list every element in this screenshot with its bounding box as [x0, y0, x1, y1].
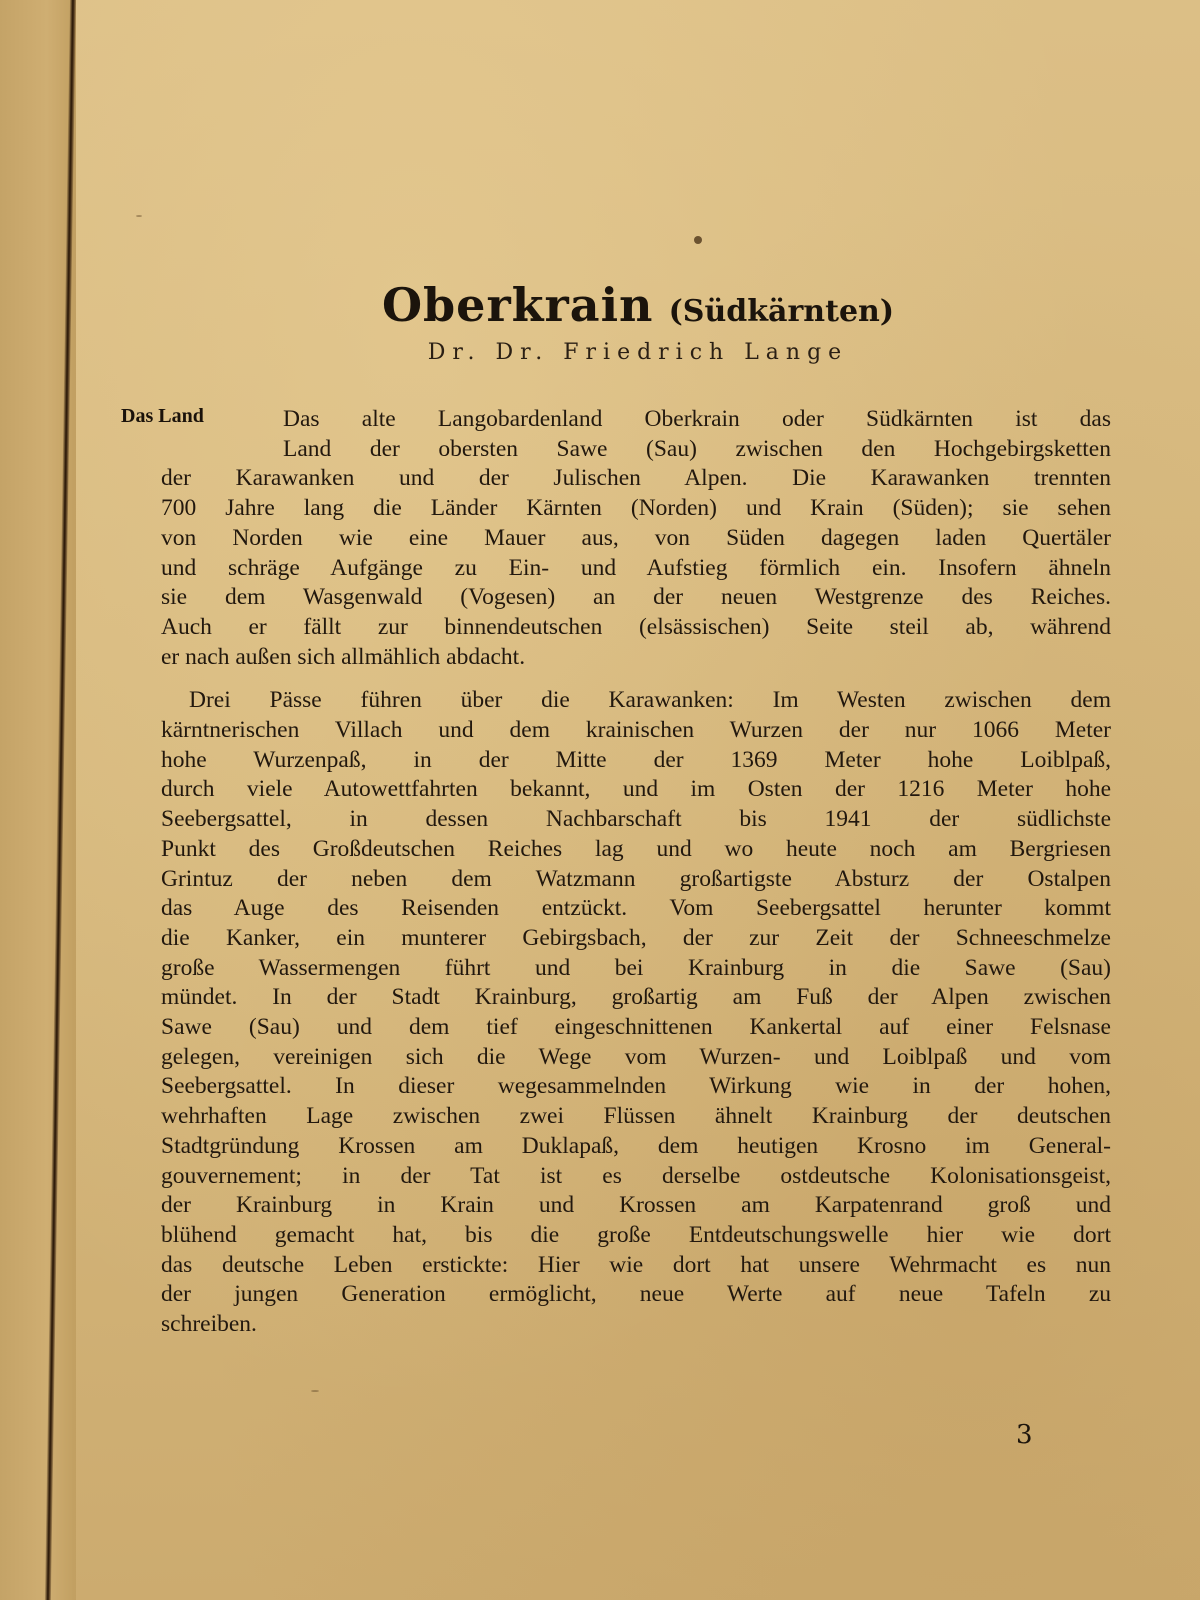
paper-speck: [136, 215, 142, 217]
section-marginal-heading: Das Land: [121, 405, 204, 427]
paper-speck: [311, 1390, 319, 1392]
text-line: von Norden wie eine Mauer aus, von Süden dagegen laden Quertäler: [161, 524, 1111, 551]
text-line: Das alte Langobardenland Oberkrain oder Südkärnten ist das: [283, 406, 1111, 432]
text-line: die Kanker, ein munterer Gebirgsbach, der zur Zeit der Schneeschmelze: [161, 924, 1111, 951]
paper-speck: [694, 236, 702, 244]
body-text: [161, 405, 1111, 1340]
author-line: Dr. Dr. Friedrich Lange: [427, 340, 849, 365]
text-line: blühend gemacht hat, bis die große Entdeutschungswelle hier wie dort: [161, 1221, 1111, 1248]
paragraph-1: [161, 405, 1111, 672]
text-line: große Wassermengen führt und bei Krainburg in die Sawe (Sau): [161, 954, 1111, 981]
text-line: das deutsche Leben erstickte: Hier wie dort hat unsere Wehrmacht es nun: [161, 1251, 1111, 1278]
text-line: hohe Wurzenpaß, in der Mitte der 1369 Meter hohe Loiblpaß,: [161, 746, 1111, 773]
text-line: Drei Pässe führen über die Karawanken: Im Westen zwischen dem: [189, 687, 1111, 714]
text-line: Grintuz der neben dem Watzmann großartigste Absturz der Ostalpen: [161, 865, 1111, 892]
text-line: durch viele Autowettfahrten bekannt, und im Osten der 1216 Meter hohe: [161, 776, 1111, 803]
text-line: kärntnerischen Villach und dem krainischen Wurzen der nur 1066 Meter: [161, 717, 1111, 744]
title-main: Oberkrain: [381, 278, 654, 332]
text-line: der Krainburg in Krain und Krossen am Karpatenrand groß und: [161, 1192, 1111, 1219]
text-line: der jungen Generation ermöglicht, neue Werte auf neue Tafeln zu: [161, 1281, 1111, 1308]
text-line: Auch er fällt zur binnendeutschen (elsässischen) Seite steil ab, während: [161, 613, 1111, 640]
text-line: sie dem Wasgenwald (Vogesen) an der neuen Westgrenze des Reiches.: [161, 584, 1111, 611]
text-line: Punkt des Großdeutschen Reiches lag und wo heute noch am Bergriesen: [161, 835, 1111, 862]
text-line: schreiben.: [161, 1311, 257, 1338]
paragraph-2: [161, 686, 1111, 1339]
book-page: [76, 0, 1200, 1600]
text-line: Stadtgründung Krossen am Duklapaß, dem heutigen Krosno im General-: [161, 1132, 1111, 1159]
text-line: das Auge des Reisenden entzückt. Vom Seebergsattel herunter kommt: [161, 895, 1111, 922]
text-line: gouvernement; in der Tat ist es derselbe ostdeutsche Kolonisationsgeist,: [161, 1162, 1111, 1189]
title-subtitle: (Südkärnten): [668, 294, 895, 329]
text-line: Seebergsattel. In dieser wegesammelnden Wirkung wie in der hohen,: [161, 1073, 1111, 1100]
text-line: wehrhaften Lage zwischen zwei Flüssen ähnelt Krainburg der deutschen: [161, 1103, 1111, 1130]
text-line: Land der obersten Sawe (Sau) zwischen den Hochgebirgsketten: [283, 435, 1111, 462]
text-line: und schräge Aufgänge zu Ein- und Aufstieg förmlich ein. Insofern ähneln: [161, 554, 1111, 581]
page-number: 3: [1016, 1420, 1033, 1450]
page-title: [76, 278, 1200, 332]
text-line: Seebergsattel, in dessen Nachbarschaft bis 1941 der südlichste: [161, 806, 1111, 833]
text-line: mündet. In der Stadt Krainburg, großartig am Fuß der Alpen zwischen: [161, 984, 1111, 1011]
text-line: gelegen, vereinigen sich die Wege vom Wurzen- und Loiblpaß und vom: [161, 1043, 1111, 1070]
text-line: 700 Jahre lang die Länder Kärnten (Norden) und Krain (Süden); sie sehen: [161, 495, 1111, 522]
text-line: er nach außen sich allmählich abdacht.: [161, 643, 526, 670]
text-line: der Karawanken und der Julischen Alpen. Die Karawanken trennten: [161, 465, 1111, 492]
text-line: Sawe (Sau) und dem tief eingeschnittenen Kankertal auf einer Felsnase: [161, 1014, 1111, 1041]
